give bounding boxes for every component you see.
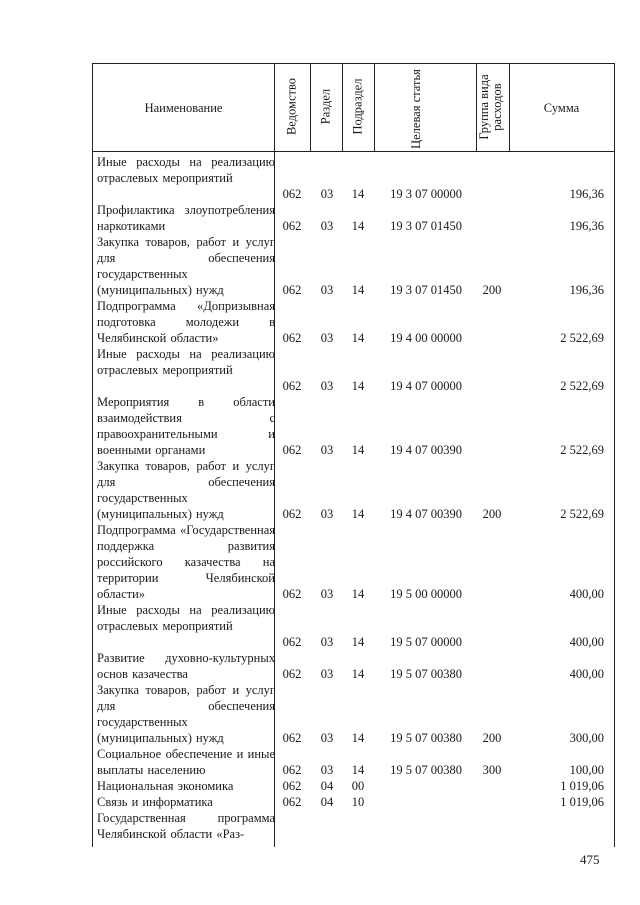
row-razdel: 03 bbox=[320, 379, 334, 393]
row-vedomstvo: 062 bbox=[282, 379, 302, 393]
row-name: Связь и информатика bbox=[97, 795, 213, 809]
row-summa: 1 019,06 bbox=[560, 779, 604, 793]
row-razdel: 03 bbox=[320, 331, 334, 345]
row-gruppa: 300 bbox=[482, 763, 502, 777]
table-row bbox=[93, 298, 614, 346]
row-razdel: 04 bbox=[320, 779, 334, 793]
row-podrazdel: 14 bbox=[351, 587, 365, 601]
row-summa: 2 522,69 bbox=[560, 331, 604, 345]
row-vedomstvo: 062 bbox=[282, 635, 302, 649]
row-summa: 300,00 bbox=[569, 731, 604, 745]
col-divider bbox=[374, 64, 375, 151]
row-vedomstvo: 062 bbox=[282, 795, 302, 809]
row-celevaya: 19 3 07 00000 bbox=[390, 187, 462, 201]
header-razdel: Раздел bbox=[318, 88, 333, 125]
row-name: Социальное обеспечение и иные выплаты населению bbox=[97, 747, 275, 777]
table-row bbox=[93, 746, 614, 778]
table-row bbox=[93, 778, 614, 794]
header-divider bbox=[93, 151, 614, 152]
row-name: Профилактика злоупотребления наркотиками bbox=[97, 203, 275, 233]
row-name: Подпрограмма «Допризывная подготовка молодежи в Челябинской области» bbox=[97, 299, 275, 345]
row-celevaya: 19 5 07 00380 bbox=[390, 763, 462, 777]
row-podrazdel: 14 bbox=[351, 283, 365, 297]
row-celevaya: 19 5 07 00380 bbox=[390, 731, 462, 745]
row-vedomstvo: 062 bbox=[282, 187, 302, 201]
header-celevaya bbox=[410, 59, 440, 159]
row-podrazdel: 14 bbox=[351, 187, 365, 201]
row-vedomstvo: 062 bbox=[282, 731, 302, 745]
table-row bbox=[93, 234, 614, 298]
row-podrazdel: 14 bbox=[351, 763, 365, 777]
row-celevaya: 19 5 07 00380 bbox=[390, 667, 462, 681]
row-razdel: 03 bbox=[320, 443, 334, 457]
row-name: Государственная программа Челябинской области «Раз- bbox=[97, 811, 275, 841]
row-celevaya: 19 3 07 01450 bbox=[390, 219, 462, 233]
row-razdel: 03 bbox=[320, 507, 334, 521]
row-podrazdel: 14 bbox=[351, 507, 365, 521]
row-vedomstvo: 062 bbox=[282, 779, 302, 793]
table-row bbox=[93, 682, 614, 746]
row-podrazdel: 14 bbox=[351, 443, 365, 457]
row-summa: 400,00 bbox=[569, 667, 604, 681]
row-podrazdel: 14 bbox=[351, 219, 365, 233]
row-razdel: 03 bbox=[320, 283, 334, 297]
header-name: Наименование bbox=[144, 101, 223, 115]
table-row bbox=[93, 202, 614, 234]
row-gruppa: 200 bbox=[482, 283, 502, 297]
row-gruppa: 200 bbox=[482, 507, 502, 521]
budget-table bbox=[92, 63, 615, 847]
table-row bbox=[93, 394, 614, 458]
row-celevaya: 19 4 07 00000 bbox=[390, 379, 462, 393]
row-podrazdel: 14 bbox=[351, 667, 365, 681]
row-razdel: 04 bbox=[320, 795, 334, 809]
row-summa: 196,36 bbox=[569, 283, 604, 297]
row-razdel: 03 bbox=[320, 187, 334, 201]
row-celevaya: 19 4 00 00000 bbox=[390, 331, 462, 345]
row-celevaya: 19 5 07 00000 bbox=[390, 635, 462, 649]
row-name: Закупка товаров, работ и услуг для обеспечения государственных (муниципальных) нужд bbox=[97, 235, 275, 297]
row-summa: 400,00 bbox=[569, 587, 604, 601]
row-vedomstvo: 062 bbox=[282, 443, 302, 457]
row-name: Закупка товаров, работ и услуг для обеспечения государственных (муниципальных) нужд bbox=[97, 459, 275, 521]
header-vedomstvo: Ведомство bbox=[284, 77, 299, 136]
header-summa: Сумма bbox=[543, 101, 580, 115]
row-summa: 2 522,69 bbox=[560, 443, 604, 457]
row-vedomstvo: 062 bbox=[282, 507, 302, 521]
table-row bbox=[93, 602, 614, 650]
row-celevaya: 19 4 07 00390 bbox=[390, 443, 462, 457]
row-razdel: 03 bbox=[320, 667, 334, 681]
row-vedomstvo: 062 bbox=[282, 587, 302, 601]
row-summa: 100,00 bbox=[569, 763, 604, 777]
header-celevaya-text: Целевая статья bbox=[409, 69, 423, 149]
row-name: Подпрограмма «Государственная поддержка развития российского казачества на территории Челябинской области» bbox=[97, 523, 275, 601]
row-vedomstvo: 062 bbox=[282, 331, 302, 345]
row-podrazdel: 00 bbox=[351, 779, 365, 793]
row-celevaya: 19 4 07 00390 bbox=[390, 507, 462, 521]
row-name: Закупка товаров, работ и услуг для обеспечения государственных (муниципальных) нужд bbox=[97, 683, 275, 745]
row-podrazdel: 10 bbox=[351, 795, 365, 809]
row-vedomstvo: 062 bbox=[282, 283, 302, 297]
row-podrazdel: 14 bbox=[351, 379, 365, 393]
row-summa: 400,00 bbox=[569, 635, 604, 649]
row-razdel: 03 bbox=[320, 763, 334, 777]
row-vedomstvo: 062 bbox=[282, 763, 302, 777]
row-celevaya: 19 3 07 01450 bbox=[390, 283, 462, 297]
col-divider bbox=[342, 64, 343, 151]
row-razdel: 03 bbox=[320, 587, 334, 601]
row-gruppa: 200 bbox=[482, 731, 502, 745]
row-name: Иные расходы на реализацию отраслевых мероприятий bbox=[97, 155, 275, 185]
header-gruppa bbox=[478, 69, 508, 145]
row-razdel: 03 bbox=[320, 635, 334, 649]
table-row bbox=[93, 650, 614, 682]
row-name: Развитие духовно-культурных основ казачества bbox=[97, 651, 275, 681]
row-vedomstvo: 062 bbox=[282, 667, 302, 681]
row-razdel: 03 bbox=[320, 219, 334, 233]
row-vedomstvo: 062 bbox=[282, 219, 302, 233]
row-name: Национальная экономика bbox=[97, 779, 234, 793]
table-row bbox=[93, 346, 614, 394]
row-name: Иные расходы на реализацию отраслевых мероприятий bbox=[97, 603, 275, 633]
row-name: Иные расходы на реализацию отраслевых мероприятий bbox=[97, 347, 275, 377]
row-summa: 2 522,69 bbox=[560, 379, 604, 393]
header-podrazdel: Подраздел bbox=[350, 78, 365, 135]
row-podrazdel: 14 bbox=[351, 331, 365, 345]
table-row bbox=[93, 794, 614, 810]
table-row bbox=[93, 458, 614, 522]
col-divider bbox=[310, 64, 311, 151]
row-name: Мероприятия в области взаимодействия с правоохранительными и военными органами bbox=[97, 395, 275, 457]
row-celevaya: 19 5 00 00000 bbox=[390, 587, 462, 601]
header-gruppa-text: Группа вида расходов bbox=[477, 74, 504, 140]
row-summa: 196,36 bbox=[569, 187, 604, 201]
page-number: 475 bbox=[580, 852, 600, 867]
row-summa: 196,36 bbox=[569, 219, 604, 233]
row-podrazdel: 14 bbox=[351, 731, 365, 745]
row-podrazdel: 14 bbox=[351, 635, 365, 649]
table-row bbox=[93, 810, 614, 846]
row-summa: 2 522,69 bbox=[560, 507, 604, 521]
row-summa: 1 019,06 bbox=[560, 795, 604, 809]
table-row bbox=[93, 154, 614, 202]
table-row bbox=[93, 522, 614, 602]
row-razdel: 03 bbox=[320, 731, 334, 745]
